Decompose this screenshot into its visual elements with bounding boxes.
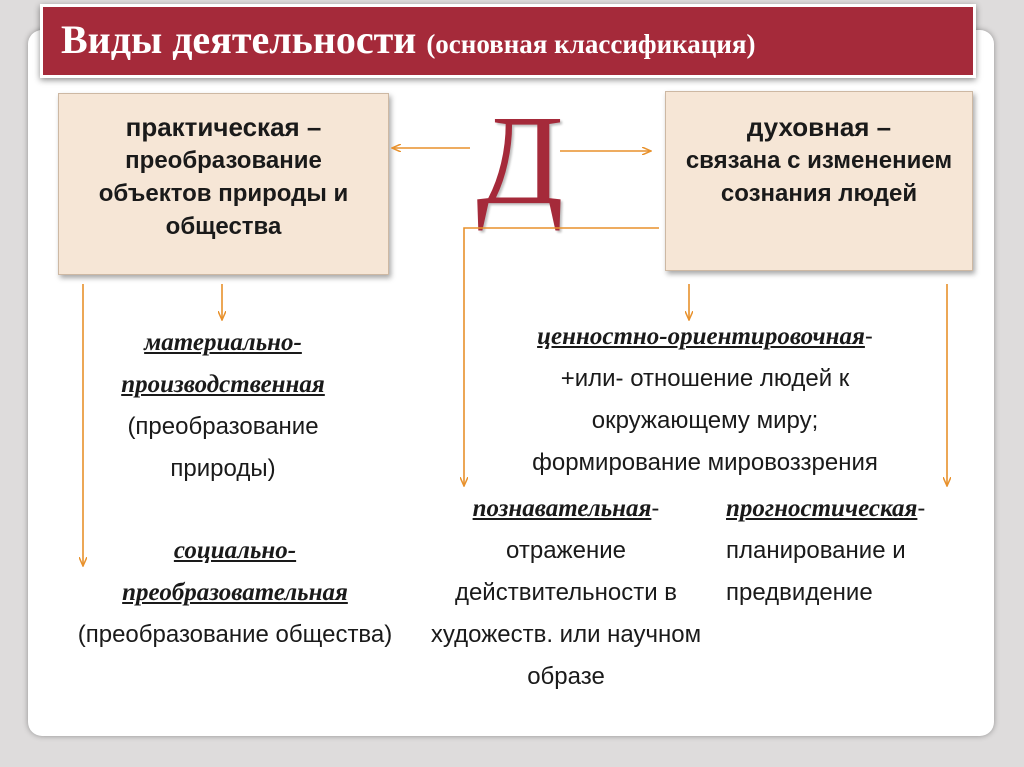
prognostic-heading: прогностическая — [726, 495, 918, 522]
spiritual-description: связана с изменением сознания людей — [685, 147, 953, 207]
value-description-line2: окружающему миру; — [591, 407, 819, 434]
practical-heading: практическая – — [125, 112, 322, 142]
center-letter: Д — [476, 89, 564, 231]
prognostic-description: планирование и предвидение — [726, 537, 906, 606]
value-description-line1: +или- отношение людей к — [560, 365, 850, 392]
cognitive-heading: познавательная — [472, 495, 652, 522]
title-main: Виды деятельности — [61, 17, 417, 62]
material-heading-line1: материально- — [144, 329, 302, 356]
prognostic-item — [726, 488, 996, 614]
cognitive-dash: - — [651, 495, 660, 522]
material-item — [78, 322, 368, 490]
spiritual-heading: духовная – — [746, 112, 892, 142]
cognitive-description: отражение действительности в художеств. или научном образе — [430, 537, 702, 690]
social-heading-line1: социально- — [173, 537, 297, 564]
social-description: (преобразование общества) — [77, 621, 393, 648]
value-description-line3: формирование мировоззрения — [532, 449, 878, 476]
value-heading: ценностно-ориентировочная — [537, 323, 865, 350]
cognitive-item — [430, 488, 702, 698]
social-heading-line2: преобразовательная — [122, 579, 348, 606]
prognostic-dash: - — [917, 495, 926, 522]
value-item — [450, 316, 960, 484]
material-description: (преобразование природы) — [127, 413, 319, 482]
practical-description: преобразование объектов природы и общества — [98, 147, 349, 240]
social-item — [60, 530, 410, 656]
value-dash: - — [864, 323, 873, 350]
material-heading-line2: производственная — [121, 371, 325, 398]
title-subtitle: (основная классификация) — [426, 29, 756, 59]
